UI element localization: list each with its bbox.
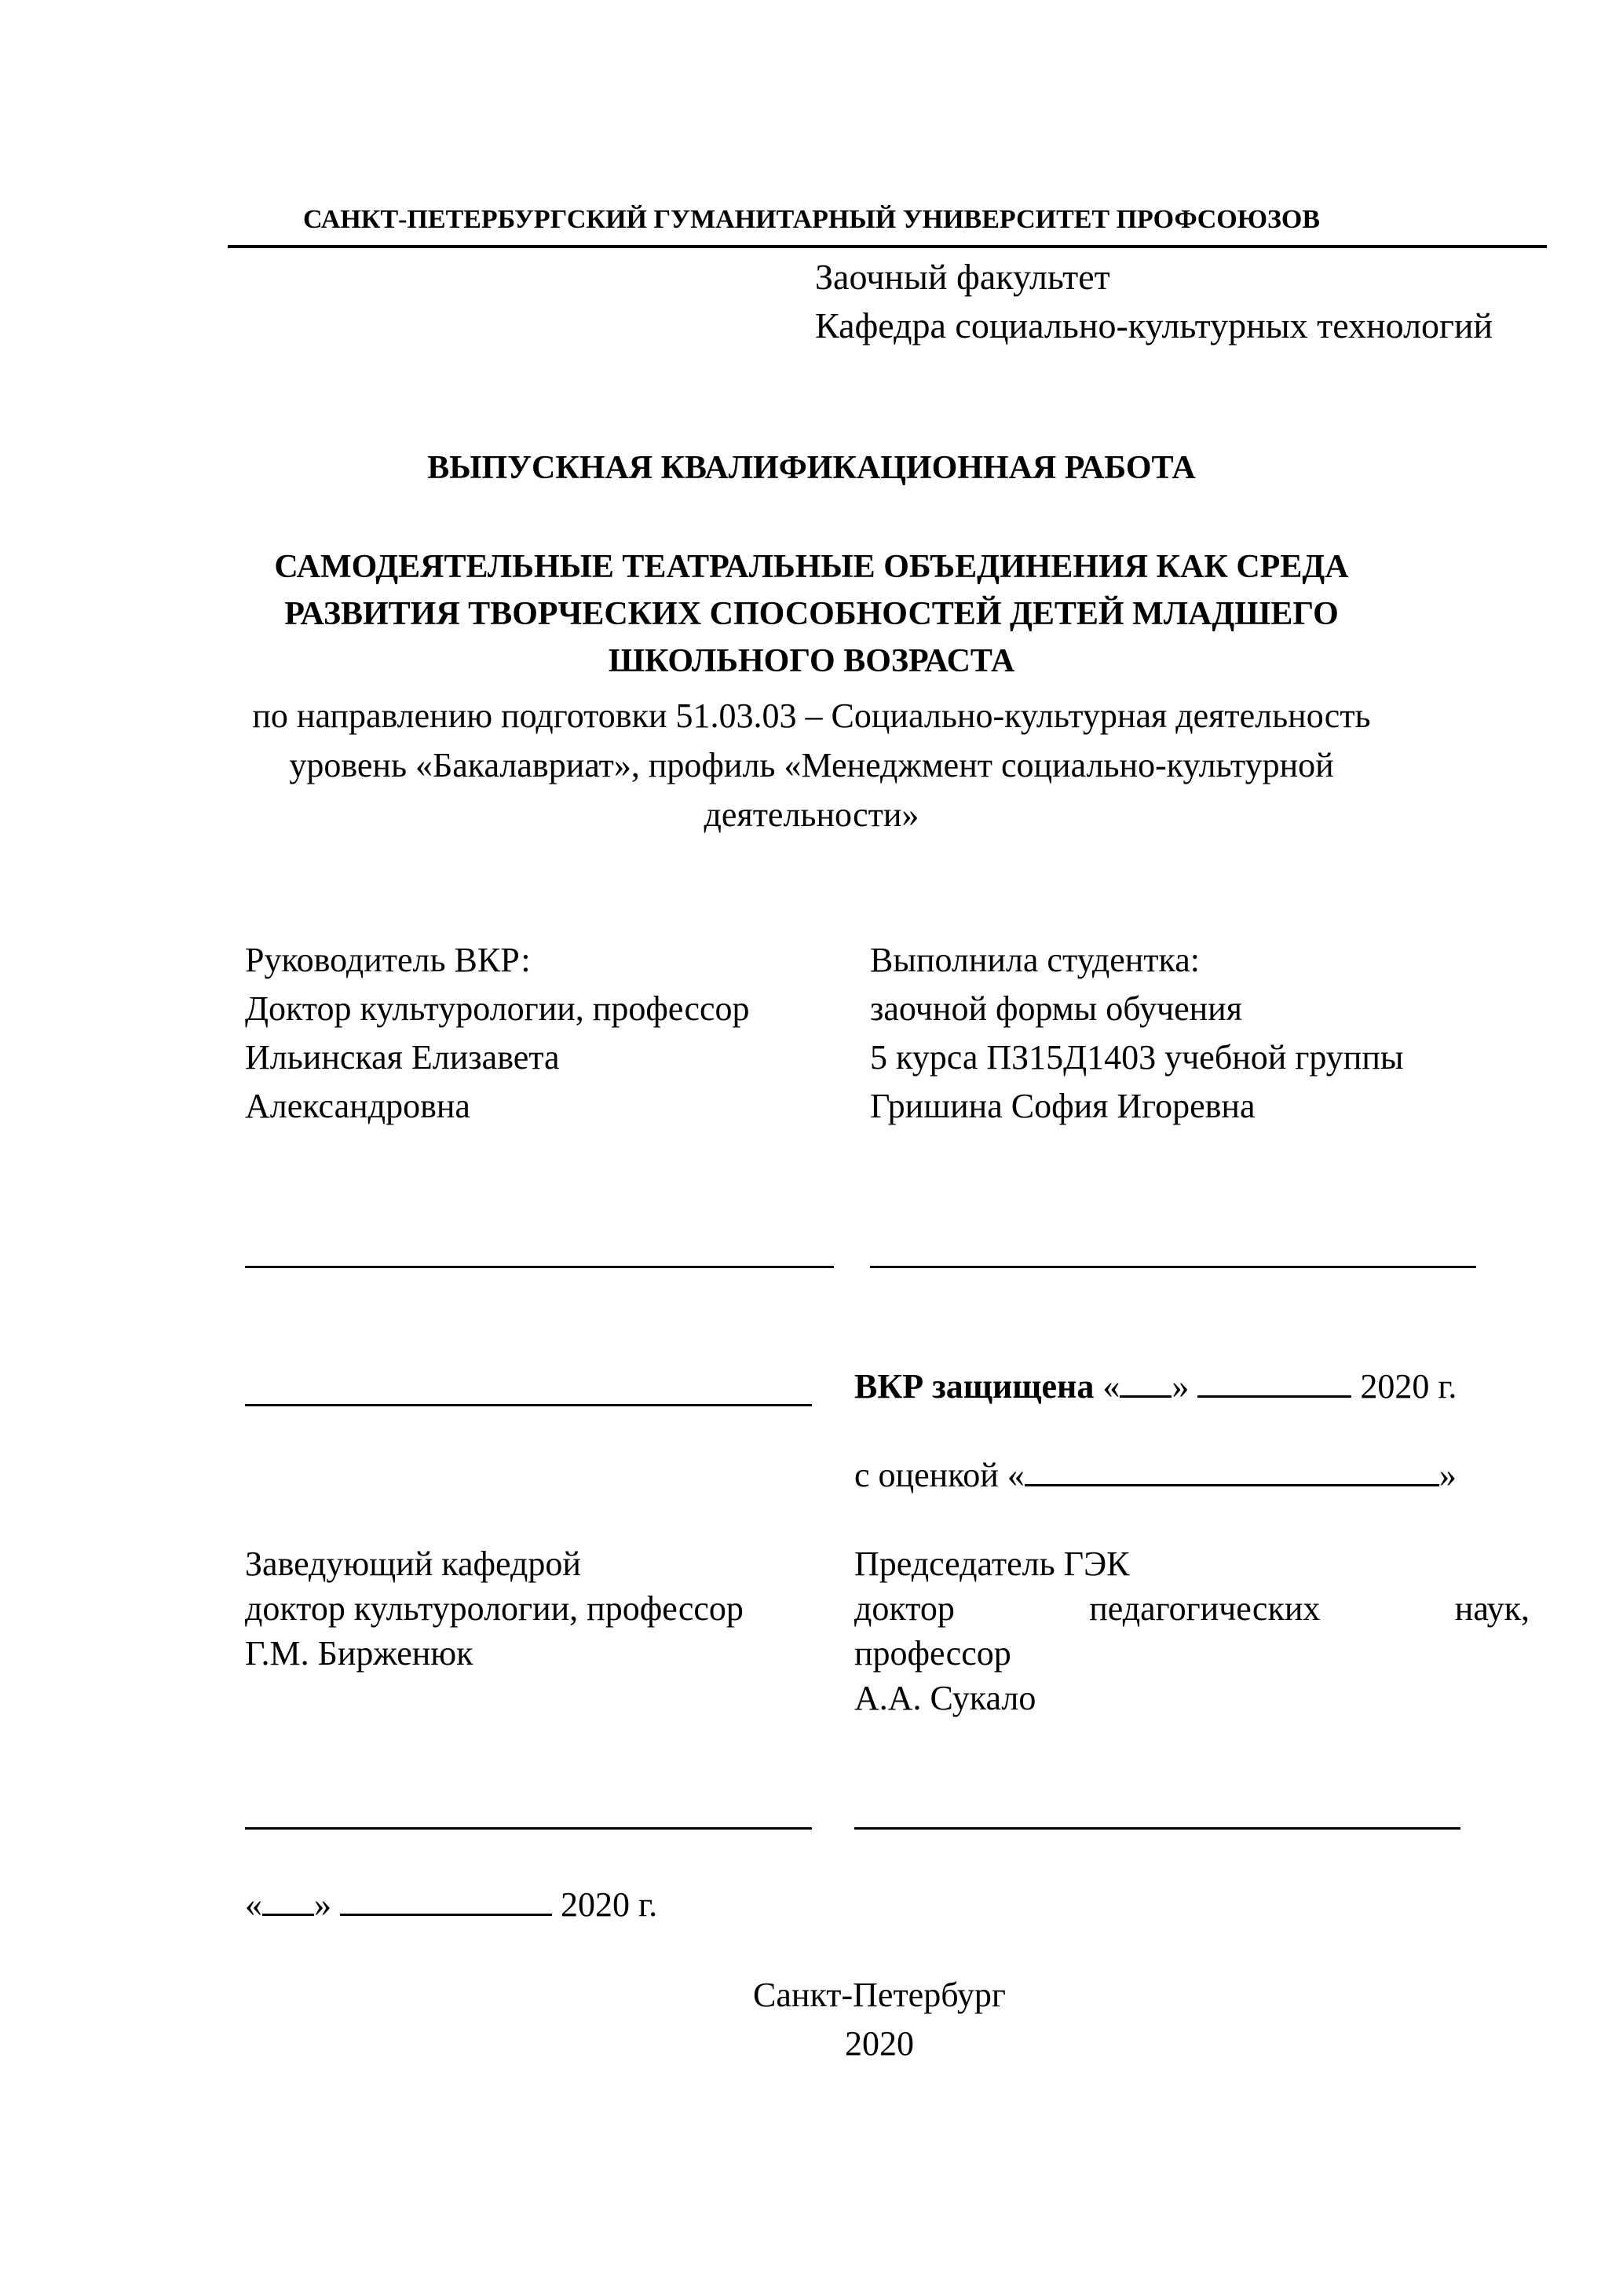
grade-line bbox=[854, 1451, 1457, 1500]
head-name: Г.М. Бирженюк bbox=[245, 1634, 473, 1673]
defense-close-quote: » bbox=[1172, 1367, 1190, 1406]
study-direction bbox=[0, 691, 1623, 839]
footer-block bbox=[0, 1971, 1623, 2068]
footer-city: Санкт-Петербург bbox=[753, 1976, 1006, 2014]
header-rule bbox=[228, 245, 1547, 248]
direction-line: деятельности» bbox=[704, 795, 919, 834]
supervisor-name-line: Ильинская Елизавета bbox=[245, 1038, 560, 1077]
faculty-name: Заочный факультет bbox=[815, 257, 1110, 297]
chair-rank: профессор bbox=[854, 1634, 1011, 1673]
head-label: Заведующий кафедрой bbox=[245, 1545, 581, 1583]
supervisor-signature-line bbox=[245, 1266, 834, 1268]
footer-year: 2020 bbox=[845, 2024, 914, 2063]
chair-degree-word: доктор bbox=[854, 1589, 955, 1628]
head-signature-line bbox=[245, 1827, 812, 1830]
reviewer-signature-line bbox=[245, 1404, 812, 1406]
commission-chair-block bbox=[854, 1541, 1530, 1720]
date-year: 2020 г. bbox=[561, 1885, 658, 1924]
defense-label: ВКР защищена bbox=[854, 1367, 1095, 1406]
defense-month-blank bbox=[1197, 1369, 1351, 1398]
faculty-block bbox=[815, 253, 1493, 350]
student-study-form: заочной формы обучения bbox=[870, 989, 1242, 1028]
date-close-quote: » bbox=[314, 1885, 331, 1924]
head-degree: доктор культурологии, профессор bbox=[245, 1589, 744, 1628]
department-name: Кафедра социально-культурных технологий bbox=[815, 305, 1493, 345]
defense-year: 2020 г. bbox=[1360, 1367, 1457, 1406]
date-month-blank bbox=[340, 1887, 552, 1916]
university-name: САНКТ-ПЕТЕРБУРГСКИЙ ГУМАНИТАРНЫЙ УНИВЕРСИТЕТ ПРОФСОЮЗОВ bbox=[302, 205, 1321, 234]
chair-signature-line bbox=[854, 1827, 1460, 1830]
head-of-department-block bbox=[245, 1541, 744, 1676]
chair-name: А.А. Сукало bbox=[854, 1679, 1036, 1717]
grade-close-quote: » bbox=[1438, 1456, 1457, 1494]
student-group: 5 курса ПЗ15Д1403 учебной группы bbox=[870, 1038, 1404, 1077]
head-date-line bbox=[245, 1881, 657, 1929]
defense-open-quote: « bbox=[1102, 1367, 1120, 1406]
student-signature-line bbox=[870, 1266, 1476, 1268]
thesis-title-line: ШКОЛЬНОГО ВОЗРАСТА bbox=[608, 643, 1015, 679]
direction-line: уровень «Бакалавриат», профиль «Менеджмент социально-культурной bbox=[289, 746, 1334, 784]
supervisor-block bbox=[245, 936, 750, 1131]
supervisor-label: Руководитель ВКР: bbox=[245, 941, 531, 979]
thesis-title-line: САМОДЕЯТЕЛЬНЫЕ ТЕАТРАЛЬНЫЕ ОБЪЕДИНЕНИЯ КАК СРЕДА bbox=[274, 549, 1349, 585]
chair-degree-word: педагогических bbox=[1089, 1589, 1321, 1628]
thesis-title-line: РАЗВИТИЯ ТВОРЧЕСКИХ СПОСОБНОСТЕЙ ДЕТЕЙ МЛАДШЕГО bbox=[284, 596, 1339, 632]
date-day-blank bbox=[262, 1887, 314, 1916]
chair-label: Председатель ГЭК bbox=[854, 1545, 1130, 1583]
supervisor-name-line: Александровна bbox=[245, 1087, 470, 1125]
direction-line: по направлению подготовки 51.03.03 – Социально-культурная деятельность bbox=[252, 696, 1371, 735]
supervisor-degree: Доктор культурологии, профессор bbox=[245, 989, 750, 1028]
grade-blank bbox=[1025, 1457, 1439, 1486]
student-block bbox=[870, 936, 1403, 1131]
work-type-heading: ВЫПУСКНАЯ КВАЛИФИКАЦИОННАЯ РАБОТА bbox=[427, 450, 1196, 486]
student-label: Выполнила студентка: bbox=[870, 941, 1200, 979]
defense-day-blank bbox=[1120, 1369, 1172, 1398]
defense-date-line bbox=[854, 1362, 1457, 1411]
thesis-title bbox=[0, 543, 1623, 685]
date-open-quote: « bbox=[245, 1885, 262, 1924]
student-name: Гришина София Игоревна bbox=[870, 1087, 1256, 1125]
chair-degree bbox=[854, 1586, 1530, 1631]
grade-label: с оценкой « bbox=[854, 1456, 1025, 1494]
chair-degree-word: наук, bbox=[1454, 1589, 1530, 1628]
